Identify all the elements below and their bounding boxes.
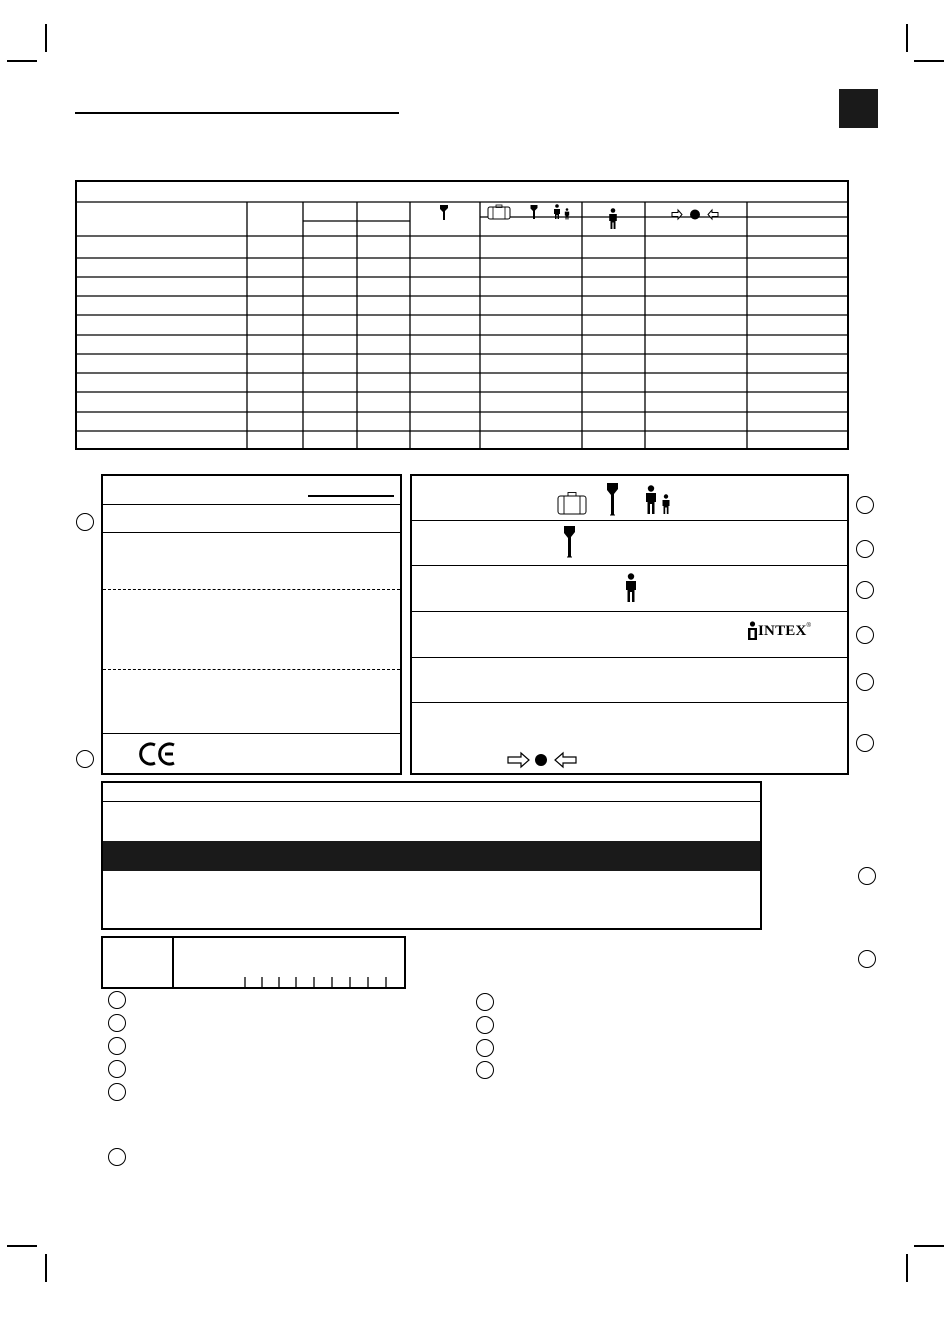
panel-left-dashed-divider	[103, 669, 400, 670]
panel-left-dashed-divider	[103, 589, 400, 590]
callout-circle	[76, 750, 94, 768]
legend-circle	[108, 1014, 126, 1032]
repair-kit-icon	[487, 204, 511, 220]
language-section-tab	[839, 89, 878, 128]
callout-circle	[856, 540, 874, 558]
intex-logo-figure	[747, 621, 758, 641]
adult-figure-icon	[553, 204, 561, 220]
callout-circle	[856, 673, 874, 691]
header-rule	[75, 112, 399, 114]
warning-black-band	[103, 841, 760, 871]
legend-circle	[476, 1016, 494, 1034]
specification-table-grid	[77, 182, 847, 448]
ce-mark-logo	[138, 741, 178, 767]
panel-left-row-divider	[103, 733, 400, 734]
legend-circle	[108, 1060, 126, 1078]
callout-circle	[858, 867, 876, 885]
adult-figure-icon	[644, 485, 658, 515]
panel-left-row-divider	[103, 532, 400, 533]
child-figure-icon	[564, 208, 570, 220]
panel-left-row-divider	[103, 504, 400, 505]
callout-circle	[856, 734, 874, 752]
adult-figure-icon	[624, 573, 638, 603]
pump-tool-icon	[563, 525, 576, 560]
repair-kit-icon	[557, 491, 587, 515]
specification-table	[75, 180, 849, 450]
legend-circle	[476, 993, 494, 1011]
callout-circle	[856, 496, 874, 514]
measurement-box-divider	[172, 938, 174, 987]
legend-circle	[476, 1061, 494, 1079]
label-info-panel-left	[101, 474, 402, 775]
intex-logo	[747, 620, 823, 642]
pump-tool-icon	[439, 204, 449, 222]
panel-right-row-divider	[412, 611, 847, 612]
arrows-dot-pressure-icon	[507, 751, 577, 769]
intex-logo-text: INTEX	[758, 622, 807, 639]
child-figure-icon	[661, 494, 671, 515]
callout-circle	[856, 581, 874, 599]
arrows-dot-pressure-icon	[671, 208, 719, 221]
callout-circle	[858, 950, 876, 968]
pump-tool-icon	[606, 482, 619, 518]
legend-circle	[108, 1083, 126, 1101]
legend-circle	[476, 1039, 494, 1057]
warning-box-divider	[103, 801, 760, 802]
legend-circle	[108, 1148, 126, 1166]
pump-tool-icon	[530, 204, 538, 220]
intex-registered-mark: ®	[806, 623, 811, 629]
ruler-scale	[240, 975, 400, 987]
panel-right-row-divider	[412, 702, 847, 703]
panel-left-underline	[308, 495, 394, 497]
panel-right-row-divider	[412, 657, 847, 658]
legend-circle	[108, 991, 126, 1009]
panel-right-row-divider	[412, 565, 847, 566]
legend-circle	[108, 1037, 126, 1055]
callout-circle	[856, 626, 874, 644]
callout-circle	[76, 513, 94, 531]
adult-figure-icon	[608, 208, 618, 230]
panel-right-row-divider	[412, 520, 847, 521]
